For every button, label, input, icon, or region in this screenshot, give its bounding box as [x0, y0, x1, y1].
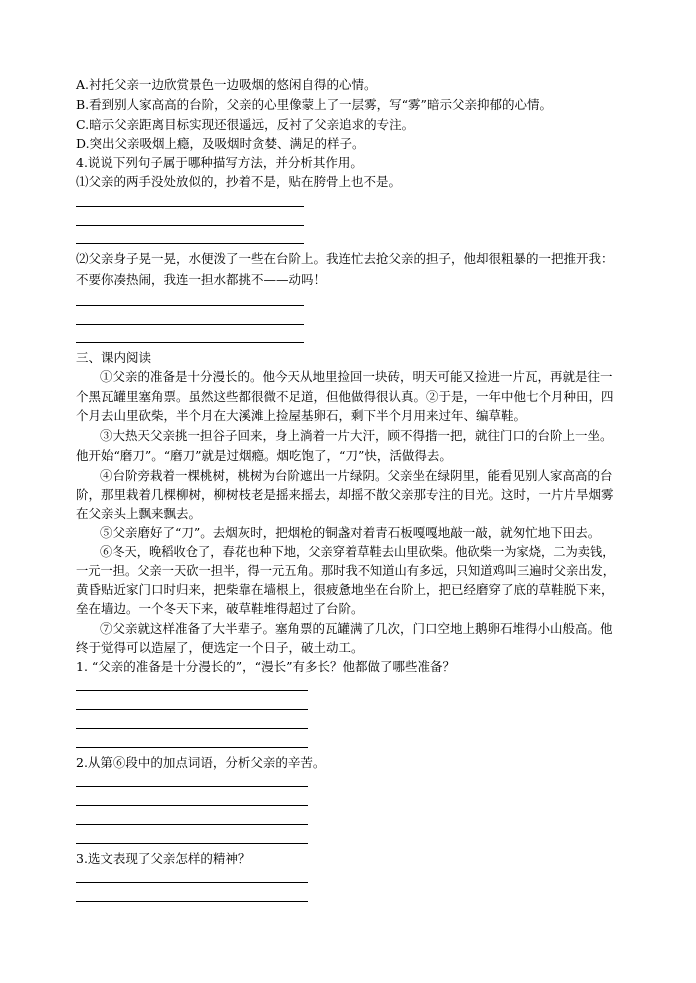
answer-line[interactable] [76, 243, 304, 244]
section-3-heading: 三、课内阅读 [76, 350, 152, 365]
question-4-sentence-1: ⑴父亲的两手没处放似的，抄着不是，贴在胯骨上也不是。 [76, 174, 402, 189]
passage-line: ⑤父亲磨好了“刀”。去烟灰时，把烟枪的铜盏对着青石板嘎嘎地敲一敲，就匆忙地下田去。 [100, 525, 601, 540]
answer-line[interactable] [76, 324, 304, 325]
answer-line[interactable] [76, 786, 308, 787]
passage-line: 垒在墙边。一个冬天下来，破草鞋堆得超过了台阶。 [76, 601, 364, 616]
answer-line[interactable] [76, 342, 304, 343]
passage-line: 终于觉得可以造屋了，便选定一个日子，破土动工。 [76, 640, 364, 655]
passage-line: ⑥冬天，晚稻收仓了，春花也种下地，父亲穿着草鞋去山里砍柴。他砍柴一为家烧，二为卖钱， [100, 545, 615, 559]
answer-line[interactable] [76, 305, 304, 306]
question-4-prompt: 4.说说下列句子属于哪种描写方法，并分析其作用。 [76, 155, 363, 170]
option-d: D.突出父亲吸烟上瘾，及吸烟时贪婪、满足的样子。 [76, 136, 365, 151]
answer-line[interactable] [76, 225, 304, 226]
option-b: B.看到别人家高高的台阶，父亲的心里像蒙上了一层雾，写“雾”暗示父亲抑郁的心情。 [76, 97, 552, 112]
passage-line: 个月去山里砍柴，半个月在大溪滩上捡屋基卵石，剩下半个月用来过年、编草鞋。 [76, 408, 527, 423]
answer-line[interactable] [76, 843, 308, 844]
answer-line[interactable] [76, 824, 308, 825]
passage-line: 他开始“磨刀”。“磨刀”就是过烟瘾。烟吃饱了，“刀”快，活做得去。 [76, 448, 452, 463]
answer-line[interactable] [76, 206, 304, 207]
answer-line[interactable] [76, 805, 308, 806]
option-c: C.暗示父亲距离目标实现还很遥远，反衬了父亲追求的专注。 [76, 117, 415, 132]
answer-line[interactable] [76, 747, 308, 748]
passage-line: 阶，那里栽着几棵柳树，柳树枝老是摇来摇去，却摇不散父亲那专注的目光。这时，一片片旱烟雾 [76, 487, 614, 502]
passage-line: 个黑瓦罐里塞角票。虽然这些都很微不足道，但他做得很认真。②于是，一年中他七个月种田，四 [76, 389, 614, 404]
passage-line: ④台阶旁栽着一棵桃树，桃树为台阶遮出一片绿阴。父亲坐在绿阴里，能看见别人家高高的台 [100, 468, 613, 483]
question-2: 2.从第⑥段中的加点词语，分析父亲的辛苦。 [76, 755, 326, 770]
answer-line[interactable] [76, 901, 308, 902]
answer-line[interactable] [76, 728, 308, 729]
passage-line: ①父亲的准备是十分漫长的。他今天从地里捡回一块砖，明天可能又捡进一片瓦，再就是往一 [100, 369, 613, 384]
passage-line: 一元一担。父亲一天砍一担半，得一元五角。那时我不知道山有多远，只知道鸡叫三遍时父亲出发， [76, 564, 615, 578]
passage-line: 黄昏贴近家门口时归来，把柴靠在墙根上，很疲惫地坐在台阶上，把已经磨穿了底的草鞋脱下来， [76, 582, 614, 597]
question-4-sentence-2-line-2: 不要你凑热闹，我连一担水都挑不——动吗！ [76, 272, 327, 287]
passage-line: ⑦父亲就这样准备了大半辈子。塞角票的瓦罐满了几次，门口空地上鹅卵石堆得小山般高。他 [100, 621, 613, 636]
question-3: 3.选文表现了父亲怎样的精神？ [76, 851, 251, 866]
passage-line: ③大热天父亲挑一担谷子回来，身上淌着一片大汗，顾不得揩一把，就往门口的台阶上一坐。 [100, 428, 613, 443]
answer-line[interactable] [76, 690, 308, 691]
answer-line[interactable] [76, 709, 308, 710]
option-a: A.衬托父亲一边欣赏景色一边吸烟的悠闲自得的心情。 [76, 77, 377, 92]
question-1: 1. “父亲的准备是十分漫长的”，“漫长”有多长？他都做了哪些准备？ [76, 659, 455, 674]
answer-line[interactable] [76, 882, 308, 883]
passage-line: 在父亲头上飘来飘去。 [76, 506, 202, 521]
question-4-sentence-2-line-1: ⑵父亲身子晃一晃，水便泼了一些在台阶上。我连忙去抢父亲的担子，他却很粗暴的一把推开我： [76, 251, 614, 266]
